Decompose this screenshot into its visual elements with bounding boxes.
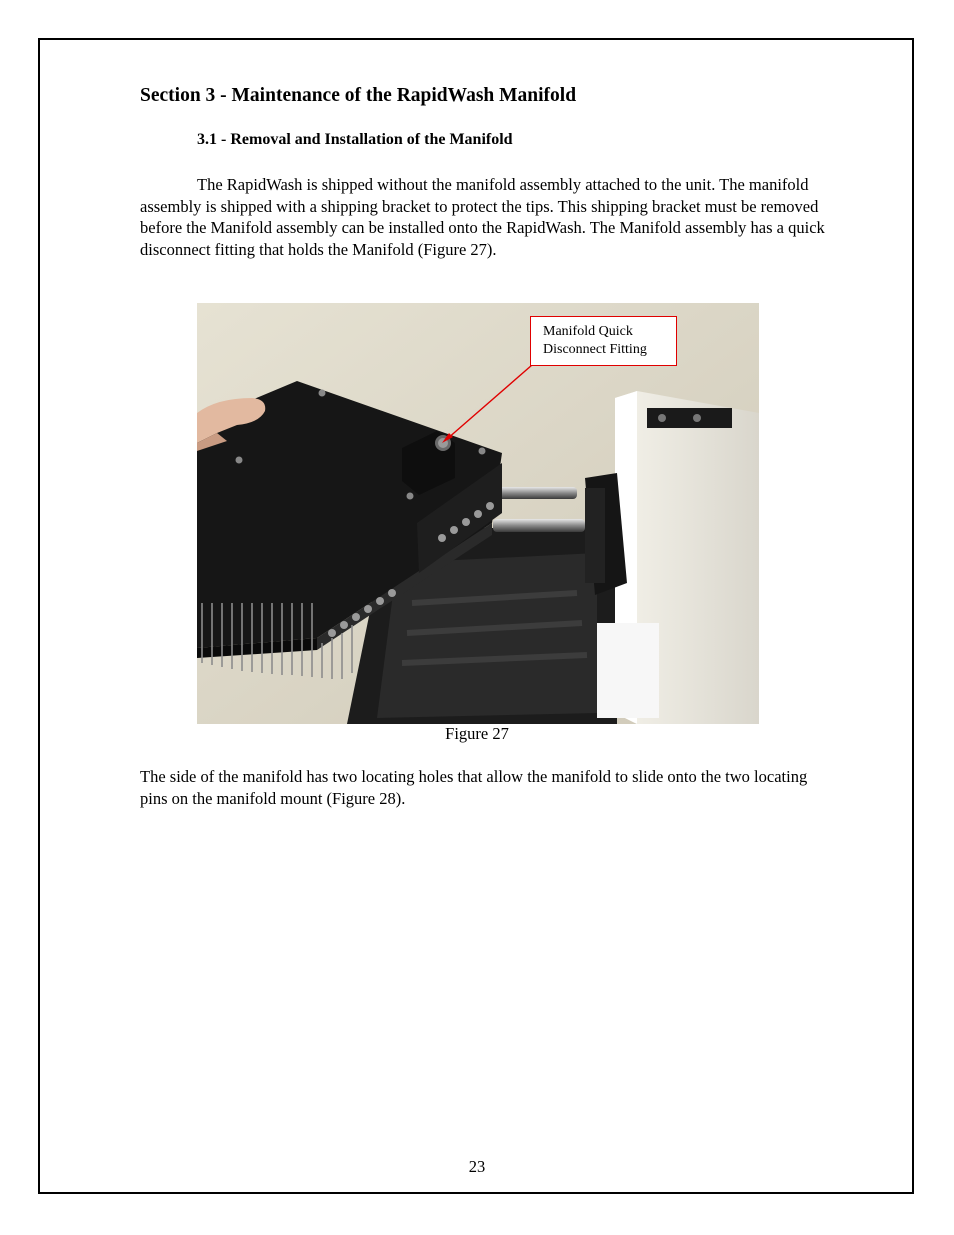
page-number: 23 [468,1157,486,1176]
section-title: Section 3 - Maintenance of the RapidWash Manifold [140,85,577,106]
manifold-photo-illustration [197,303,759,724]
paragraph-text: The side of the manifold has two locating holes that allow the manifold to slide onto the two locating pins on the manifold mount (Figure 28). [140,767,808,808]
callout-box [530,316,677,366]
intro-paragraph [140,174,830,260]
figure-caption: Figure 27 [445,724,509,743]
callout-text-line2: Disconnect Fitting [543,342,647,357]
figure-27-photo [197,303,759,724]
callout-text-line1: Manifold Quick [543,324,633,339]
subsection-title: 3.1 - Removal and Installation of the Manifold [197,131,513,148]
second-paragraph [140,766,830,809]
paragraph-text: The RapidWash is shipped without the manifold assembly attached to the unit. The manifold assembly is shipped with a shipping bracket to protect the tips. This shipping bracket must be removed before the Manifold assembly can be installed onto the RapidWash. The Manifold assembly has a quick disconnect fitting that holds the Manifold (Figure 27). [140,175,825,259]
